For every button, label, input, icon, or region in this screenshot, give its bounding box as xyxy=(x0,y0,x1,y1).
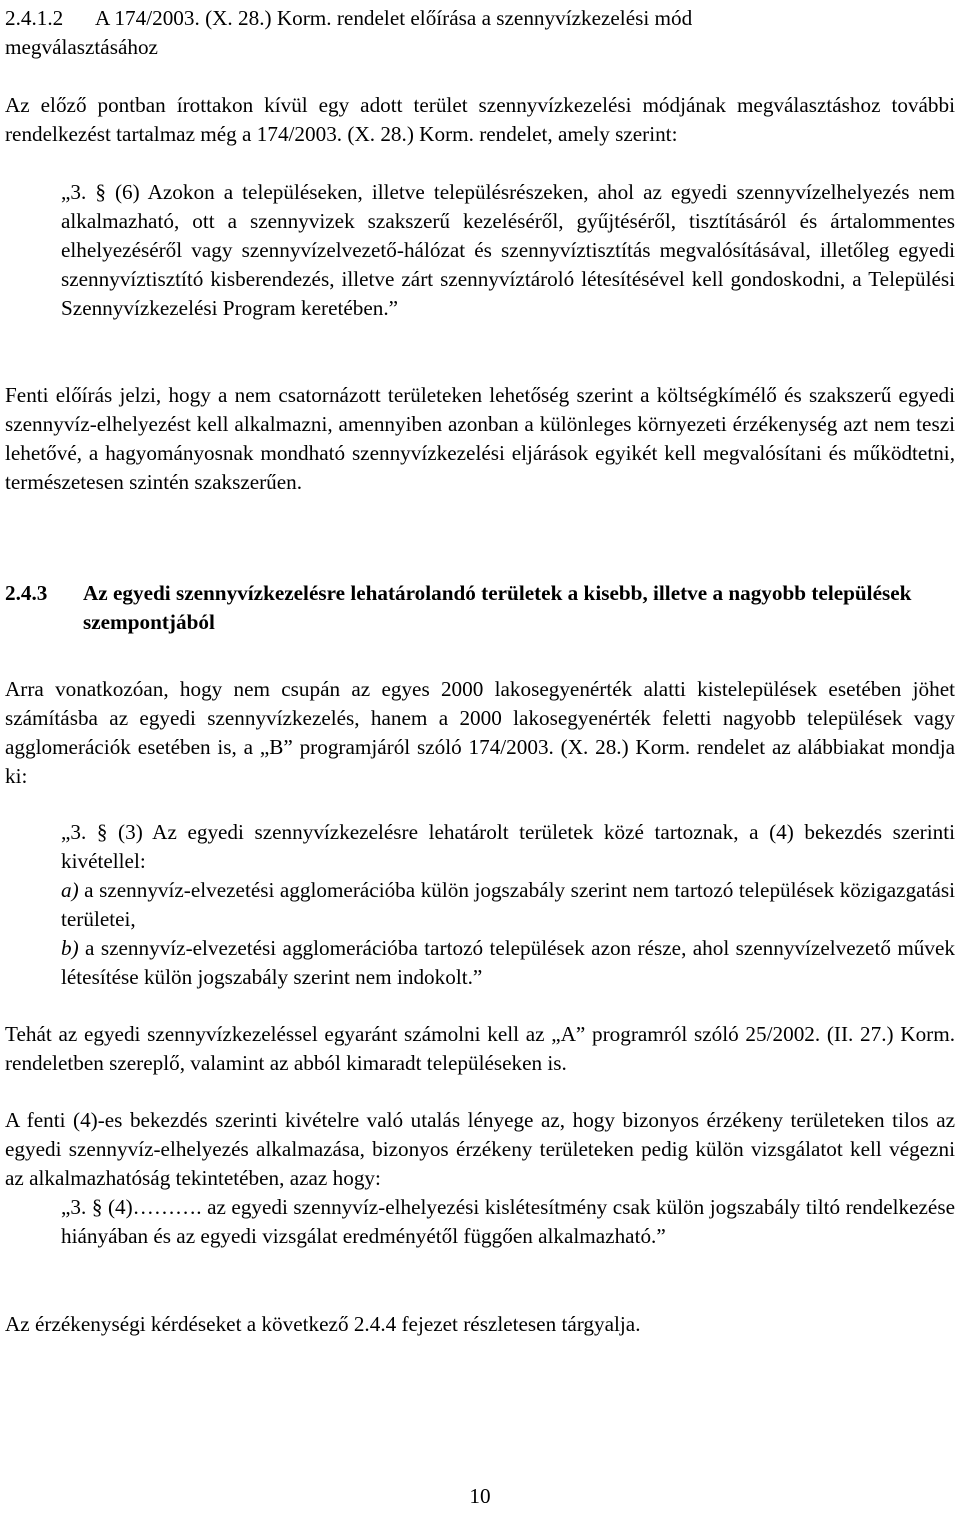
section-number: 2.4.1.2 xyxy=(5,6,64,30)
item-label: b) xyxy=(61,936,79,960)
section-number: 2.4.3 xyxy=(5,581,48,605)
quote-item-a xyxy=(61,876,955,934)
quote-item-b xyxy=(61,934,955,992)
section-heading-2-4-1-2 xyxy=(5,4,955,62)
paragraph-intro: Az előző pontban írottakon kívül egy adott terület szennyvízkezelési módjának megválasztáshoz további rendelkezést tartalmaz még a 174/2003. (X. 28.) Korm. rendelet, amely szerint: xyxy=(5,93,955,146)
section-title: A 174/2003. (X. 28.) Korm. rendelet előírása a szennyvízkezelési mód xyxy=(95,6,693,30)
page-number: 10 xyxy=(469,1484,491,1508)
item-label: a) xyxy=(61,878,79,902)
paragraph-explanation: Fenti előírás jelzi, hogy a nem csatornázott területeken lehetőség szerint a költségkímélő és szakszerű egyedi szennyvíz-elhelyezést kell alkalmazni, amennyiben azonban a különleges környezeti érzékenység azt nem teszi lehetővé, a hagyományosnak mondható szennyvízkezelési eljárások egyikét kell megvalósítani és működtetni, természetesen szintén szakszerűen. xyxy=(5,383,955,494)
paragraph-regulation-intro: Arra vonatkozóan, hogy nem csupán az egyes 2000 lakosegyenérték alatti kistelepülések esetében jöhet számításba az egyedi szennyvízkezelés, hanem a 2000 lakosegyenérték feletti nagyobb települések vagy agglomerációk esetében is, a „B” programjáról szóló 174/2003. (X. 28.) Korm. rendelet az alábbiakat mondja ki: xyxy=(5,677,955,788)
quote-paragraph-3 xyxy=(61,818,955,992)
section-title-continued: megválasztásához xyxy=(5,35,158,59)
paragraph-reference: Az érzékenységi kérdéseket a következő 2.4.4 fejezet részletesen tárgyalja. xyxy=(5,1312,641,1336)
paragraph-program-a: Tehát az egyedi szennyvízkezeléssel egyaránt számolni kell az „A” programról szóló 25/2002. (II. 27.) Korm. rendeletben szereplő, valamint az abból kimaradt településeken is. xyxy=(5,1022,955,1075)
section-title: Az egyedi szennyvízkezelésre lehatárolandó területek a kisebb, illetve a nagyobb települések szempontjából xyxy=(83,581,912,634)
section-heading-line xyxy=(5,4,955,33)
item-text: a szennyvíz-elvezetési agglomerációba külön jogszabály szerint nem tartozó települések közigazgatási területei, xyxy=(61,878,955,931)
quote-paragraph-4: „3. § (4)………. az egyedi szennyvíz-elhelyezési kislétesítmény csak külön jogszabály tiltó rendelkezése hiányában és az egyedi vizsgálat eredményétől függően alkalmazható.” xyxy=(61,1195,955,1248)
quote-paragraph-6: „3. § (6) Azokon a településeken, illetve településrészeken, ahol az egyedi szennyvízelhelyezés nem alkalmazható, ott a szennyvizek szakszerű kezeléséről, gyűjtéséről, tisztításáról és ártalommentes elhelyezéséről vagy szennyvízelvezető-hálózat és szennyvíztisztítás megvalósításával, illetőleg egyedi szennyvíztisztító kisberendezés, illetve zárt szennyvíztároló létesítésével kell gondoskodni, a Települési Szennyvízkezelési Program keretében.” xyxy=(61,180,955,320)
section-heading-2-4-3 xyxy=(5,579,955,639)
quote-intro: „3. § (3) Az egyedi szennyvízkezelésre lehatárolt területek közé tartoznak, a (4) bekezdés szerinti kivétellel: xyxy=(61,820,955,873)
item-text: a szennyvíz-elvezetési agglomerációba tartozó települések azon része, ahol szennyvízelvezető művek létesítése külön jogszabály szerint nem indokolt.” xyxy=(61,936,955,989)
paragraph-exception: A fenti (4)-es bekezdés szerinti kivételre való utalás lényege az, hogy bizonyos érzékeny területeken tilos az egyedi szennyvíz-elhelyezés alkalmazása, bizonyos érzékeny területeken pedig külön vizsgálatot kell végezni az alkalmazhatóság tekintetében, azaz hogy: xyxy=(5,1108,955,1190)
